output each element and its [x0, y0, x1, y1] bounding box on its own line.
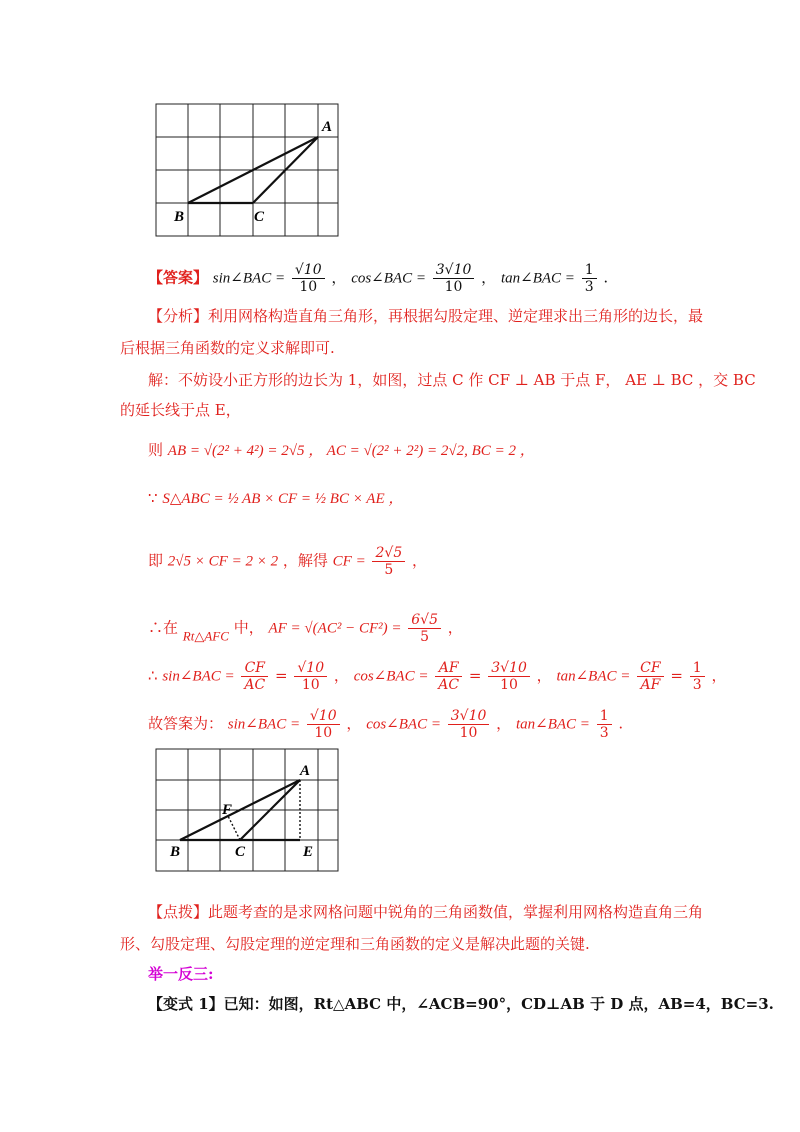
solution-line-4: ∵ S△ABC = ½ AB × CF = ½ BC × AE ， [148, 489, 404, 507]
analysis-line-2: 后根据三角函数的定义求解即可. [120, 339, 335, 357]
label-c-2: C [235, 844, 246, 860]
analysis-line-1: 【分析】利用网格构造直角三角形，再根据勾股定理、逆定理求出三角形的边长，最 [148, 307, 704, 325]
label-c: C [254, 209, 265, 225]
tip-line-1: 【点拨】此题考查的是求网格问题中锐角的三角函数值，掌握利用网格构造直角三角 [148, 903, 704, 921]
solution-line-6: ∴在 Rt△AFC 中， AF = √(AC² − CF²) = $\frac{6√5}{5}$ ， [148, 612, 463, 645]
solution-line-7: ∴ sin∠BAC = $\frac{CF}{AC}$ = $\frac{√10}{10}$ ， cos∠BAC = $\frac{AF}{AC}$ = $\frac{3√10}{10}$ ， tan∠BAC = $\frac{CF}{AF}$ = $\frac{1}{3}$ ， [148, 660, 727, 693]
solution-line-8: 故答案为： sin∠BAC = $\frac{√10}{10}$ ， cos∠BAC = $\frac{3√10}{10}$ ， tan∠BAC = $\frac{1}{3}$ . [148, 708, 624, 741]
solution-line-5: 即 2√5 × CF = 2 × 2 ，解得 CF = $\frac{2√5}{5}$ ， [148, 545, 428, 578]
label-a-2: A [300, 763, 311, 779]
variant-1: 【变式 1】已知：如图，Rt△ABC 中，∠ACB=90°，CD⊥AB 于 D 点，AB=4，BC=3. [148, 995, 774, 1013]
grid-figure-2 [150, 742, 350, 877]
solution-line-2: 的延长线于点 E， [120, 401, 241, 419]
label-e-2: E [303, 844, 314, 860]
grid-figure-1 [150, 95, 350, 245]
tip-line-2: 形、勾股定理、勾股定理的逆定理和三角函数的定义是解决此题的关键. [120, 935, 590, 953]
solution-line-1: 解：不妨设小正方形的边长为 1，如图，过点 C 作 CF ⊥ AB 于点 F， AE ⊥ BC ，交 BC [148, 371, 756, 389]
practice-heading: 举一反三: [148, 965, 214, 983]
solution-line-3: 则 AB = √(2² + 4²) = 2√5 ， AC = √(2² + 2²) = 2√2, BC = 2 ， [148, 441, 535, 459]
label-f-2: F [222, 802, 233, 818]
label-b-2: B [170, 844, 181, 860]
label-b: B [174, 209, 185, 225]
label-a: A [322, 119, 333, 135]
answer-line: 【答案】 sin∠BAC = $\frac{√10}{10}$ ， cos∠BAC = $\frac{3√10}{10}$ ， tan∠BAC = $\frac{1}{3}$ . [148, 262, 609, 295]
